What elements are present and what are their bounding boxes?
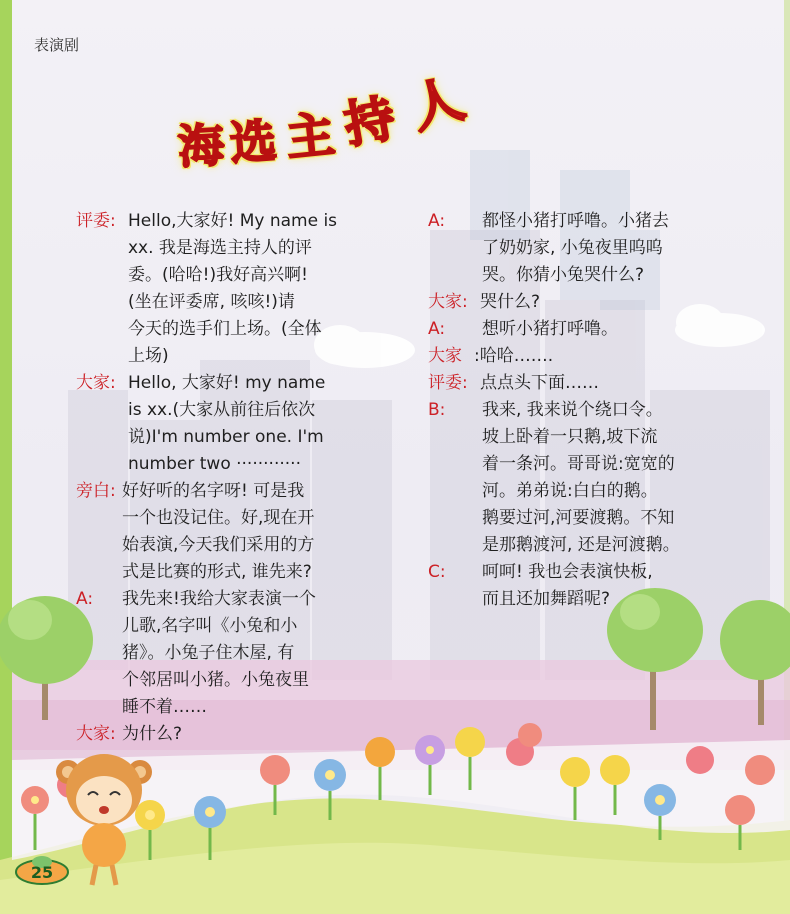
speaker-label: 大家: (76, 373, 116, 393)
dialogue-line: 今天的选手们上场。(全体 (128, 319, 322, 339)
dialogue-line: 着一条河。哥哥说:宽宽的 (482, 454, 675, 474)
dialogue-line: 哭什么? (480, 292, 541, 312)
dialogue-line: 好好听的名字呀! 可是我 (122, 481, 305, 501)
dialogue-entry (76, 208, 396, 370)
dialogue-line: 河。弟弟说:白白的鹅。 (482, 481, 658, 501)
dialogue-entry (76, 478, 396, 586)
page-title (178, 68, 508, 178)
title-char: 海 (176, 117, 226, 175)
dialogue-line: 点点头下面…… (480, 373, 599, 393)
speaker-label: B: (428, 400, 446, 420)
speaker-label: 大家: (76, 724, 116, 744)
title-char: 主 (283, 106, 338, 168)
speaker-label: 评委: (428, 373, 468, 393)
dialogue-line: :哈哈……. (474, 346, 554, 366)
dialogue-line: 猪》。小兔子住木屋, 有 (122, 643, 295, 663)
dialogue-line: 而且还加舞蹈呢? (482, 589, 611, 609)
dialogue-entry (428, 370, 758, 397)
dialogue-line: 了奶奶家, 小兔夜里呜呜 (482, 238, 663, 258)
title-char: 选 (228, 113, 279, 171)
speaker-label: C: (428, 562, 446, 582)
dialogue-entry (76, 370, 396, 478)
dialogue-entry (428, 208, 758, 289)
dialogue-entry (428, 397, 758, 559)
dialogue-line: is xx.(大家从前往后依次 (128, 400, 316, 420)
dialogue-line: 我来, 我来说个绕口令。 (482, 400, 663, 420)
dialogue-entry (428, 316, 758, 343)
speaker-label: A: (428, 211, 446, 231)
title-char: 人 (404, 68, 471, 141)
dialogue-line: (坐在评委席, 咳咳!)请 (128, 292, 295, 312)
dialogue-line: 说)I'm number one. I'm (128, 427, 324, 447)
speaker-label: A: (76, 589, 94, 609)
dialogue-line: 委。(哈哈!)我好高兴啊! (128, 265, 308, 285)
dialogue-line: number two ············ (128, 454, 301, 474)
dialogue-entry (76, 586, 396, 721)
dialogue-line: 睡不着…… (122, 697, 207, 717)
speaker-label: A: (428, 319, 446, 339)
dialogue-line: 为什么? (122, 724, 183, 744)
dialogue-line: 坡上卧着一只鹅,坡下流 (482, 427, 658, 447)
dialogue-line: xx. 我是海选主持人的评 (128, 238, 312, 258)
dialogue-line: 想听小猪打呼噜。 (482, 319, 618, 339)
dialogue-line: 个邻居叫小猪。小兔夜里 (122, 670, 309, 690)
dialogue-line: 哭。你猜小兔哭什么? (482, 265, 645, 285)
dialogue-line: 上场) (128, 346, 169, 366)
dialogue-entry (428, 289, 758, 316)
dialogue-line: 是那鹅渡河, 还是河渡鹅。 (482, 535, 680, 555)
right-column (428, 208, 758, 613)
speaker-label: 旁白: (76, 481, 116, 501)
title-char: 持 (340, 89, 400, 155)
dialogue-line: 儿歌,名字叫《小兔和小 (122, 616, 298, 636)
dialogue-line: 式是比赛的形式, 谁先来? (122, 562, 312, 582)
dialogue-line: 一个也没记住。好,现在开 (122, 508, 315, 528)
speaker-label: 评委: (76, 211, 116, 231)
speaker-label: 大家: (428, 292, 468, 312)
page-number: 25 (30, 863, 54, 882)
dialogue-entry (76, 721, 396, 748)
dialogue-line: 都怪小猪打呼噜。小猪去 (482, 211, 669, 231)
dialogue-line: Hello,大家好! My name is (128, 211, 338, 231)
speaker-label: 大家 (428, 346, 462, 366)
dialogue-line: 始表演,今天我们采用的方 (122, 535, 315, 555)
dialogue-line: 我先来!我给大家表演一个 (122, 589, 316, 609)
dialogue-line: 呵呵! 我也会表演快板, (482, 562, 653, 582)
dialogue-entry (428, 559, 758, 613)
page-number-badge (12, 852, 72, 886)
dialogue-entry (428, 343, 758, 370)
section-label: 表演剧 (34, 36, 80, 54)
dialogue-line: 鹅要过河,河要渡鹅。不知 (482, 508, 675, 528)
left-column (76, 208, 396, 748)
dialogue-line: Hello, 大家好! my name (128, 373, 326, 393)
